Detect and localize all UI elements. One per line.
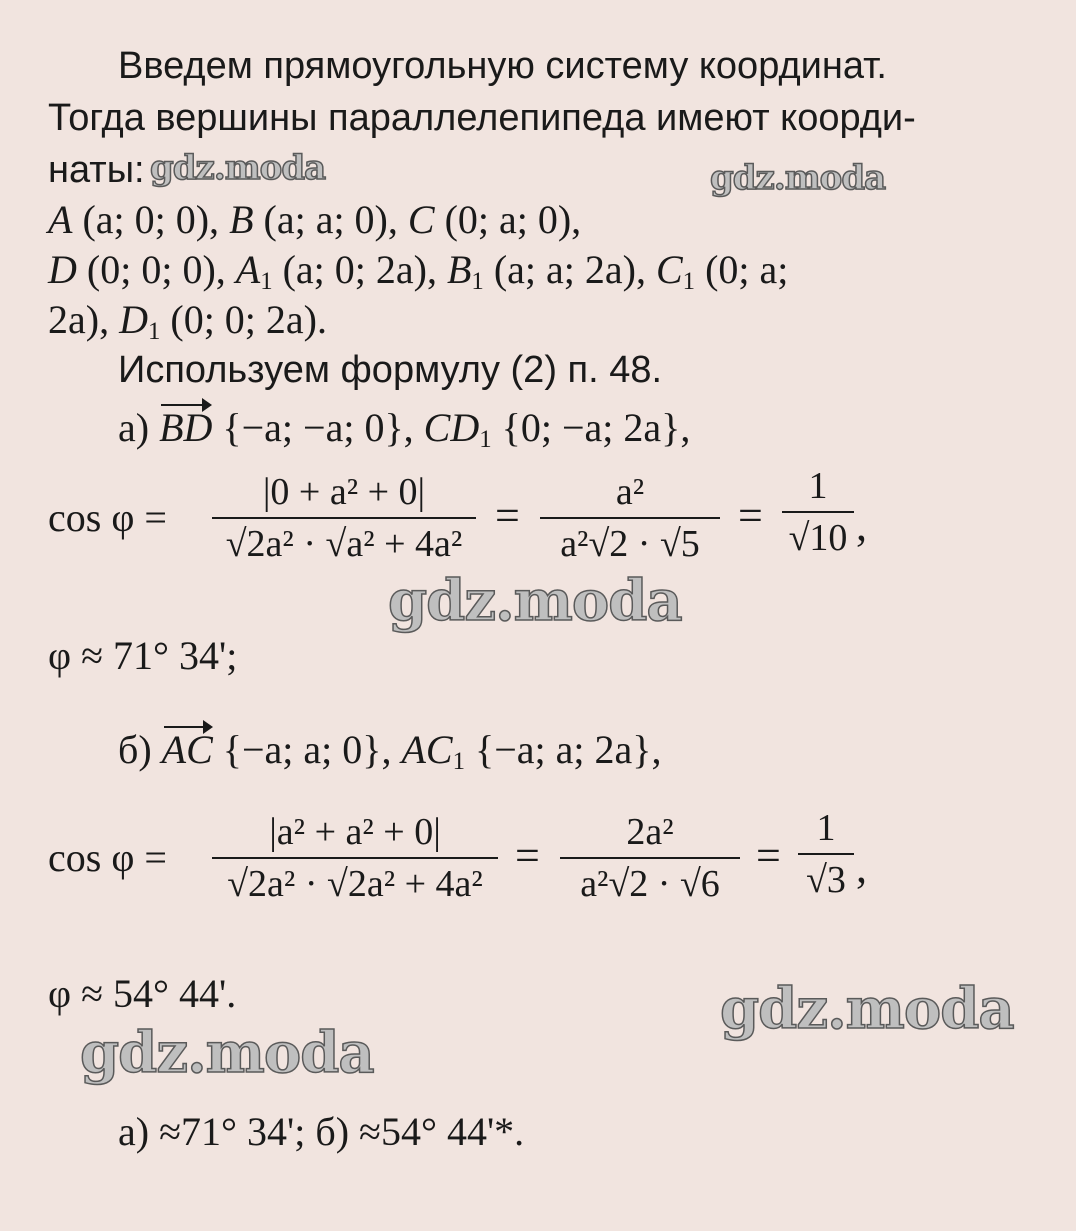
fraction-bar (212, 857, 498, 859)
part-b-equals-2: = (756, 831, 781, 880)
vertex-a: A (48, 197, 73, 242)
vertex-c1: C (655, 247, 683, 292)
part-a-f1-denominator: √2a² · √a² + 4a² (225, 523, 463, 565)
part-a-fraction-1 (212, 470, 476, 566)
part-a-f2-numerator: a² (615, 471, 645, 513)
vector-bd: BD (159, 405, 213, 450)
coordinates-line-1 (48, 196, 581, 244)
part-a-equals-1: = (495, 491, 520, 540)
part-b-f2-denominator: a²√2 · √6 (580, 863, 720, 905)
vertex-a1: A (235, 247, 261, 292)
part-b-f3-numerator: 1 (816, 807, 836, 849)
vertex-a1-sub: 1 (260, 268, 273, 296)
part-a-comma: , (856, 501, 867, 550)
vector-ac1-sub: 1 (452, 748, 466, 776)
vertex-d-coords: (0; 0; 0), (76, 247, 236, 292)
vertex-b1-coords: (a; a; 2a), (483, 247, 656, 292)
coordinates-line-3 (48, 296, 327, 344)
vector-cd1-sub: 1 (479, 426, 492, 454)
part-a-f3-numerator: 1 (808, 465, 828, 507)
vertex-c1-sub: 1 (682, 268, 696, 296)
vertex-d: D (48, 247, 77, 292)
fraction-bar (212, 517, 476, 519)
part-a-vectors (118, 404, 690, 452)
part-b-f2-numerator: 2a² (626, 811, 674, 853)
vertex-a-coords: (a; 0; 0), (72, 197, 230, 242)
fraction-bar (798, 853, 854, 855)
intro-line-1: Введем прямоугольную систему координат. (118, 45, 887, 87)
formula-reference: Используем формулу (2) п. 48. (118, 349, 663, 391)
part-b-cos-label: cos φ = (48, 835, 167, 880)
vector-ac-coords: {−a; a; 0}, (212, 727, 402, 772)
watermark-logo: gdz.moda (80, 1020, 374, 1086)
part-b-label: б) (118, 727, 162, 772)
part-a-fraction-3 (782, 464, 854, 560)
part-a-f1-numerator: |0 + a² + 0| (262, 471, 426, 513)
fraction-bar (560, 857, 740, 859)
vertex-c-coords: (0; a; 0), (434, 197, 582, 242)
vector-ac1: AC (401, 727, 453, 772)
vector-ac: AC (161, 727, 213, 772)
watermark-logo: gdz.moda (150, 148, 326, 188)
part-b-equals-1: = (515, 831, 540, 880)
vertex-a1-coords: (a; 0; 2a), (272, 247, 447, 292)
part-b-fraction-1 (212, 810, 498, 906)
vertex-b-coords: (a; a; 0), (253, 197, 408, 242)
vertex-d1-sub: 1 (147, 318, 161, 346)
part-a-cos-label: cos φ = (48, 495, 167, 540)
part-b-fraction-2 (560, 810, 740, 906)
part-b-vectors (118, 726, 661, 774)
part-a-f3-denominator: √10 (788, 517, 848, 559)
part-b-comma: , (856, 843, 867, 892)
intro-line-3: наты: (48, 149, 145, 191)
vertex-c1-coords-end: 2a), (48, 297, 120, 342)
part-a-result: φ ≈ 71° 34'; (48, 633, 238, 678)
part-a-f2-denominator: a²√2 · √5 (560, 523, 700, 565)
intro-line-2: Тогда вершины параллелепипеда имеют коорди- (48, 97, 916, 139)
fraction-bar (782, 511, 854, 513)
vector-cd1: CD (423, 405, 480, 450)
watermark-logo: gdz.moda (710, 158, 886, 198)
part-a-label: а) (118, 405, 160, 450)
vertex-d1: D (119, 297, 148, 342)
part-b-f3-denominator: √3 (806, 859, 846, 901)
vertex-b1: B (446, 247, 472, 292)
vector-cd1-coords: {0; −a; 2a}, (491, 405, 691, 450)
vector-ac1-coords: {−a; a; 2a}, (465, 727, 662, 772)
part-a-equals-2: = (738, 491, 763, 540)
vector-bd-coords: {−a; −a; 0}, (212, 405, 424, 450)
final-answer: а) ≈71° 34'; б) ≈54° 44'*. (118, 1109, 525, 1154)
vertex-d1-coords: (0; 0; 2a). (160, 297, 327, 342)
part-a-fraction-2 (540, 470, 720, 566)
vertex-b1-sub: 1 (471, 268, 484, 296)
coordinates-line-2 (48, 246, 788, 294)
part-b-result: φ ≈ 54° 44'. (48, 971, 237, 1016)
part-b-f1-denominator: √2a² · √2a² + 4a² (227, 863, 483, 905)
vertex-c1-coords: (0; a; (695, 247, 789, 292)
watermark-logo: gdz.moda (388, 568, 682, 634)
fraction-bar (540, 517, 720, 519)
vertex-b: B (229, 197, 254, 242)
vertex-c: C (407, 197, 435, 242)
part-b-fraction-3 (798, 806, 854, 902)
watermark-logo: gdz.moda (720, 976, 1014, 1042)
part-b-f1-numerator: |a² + a² + 0| (269, 811, 441, 853)
